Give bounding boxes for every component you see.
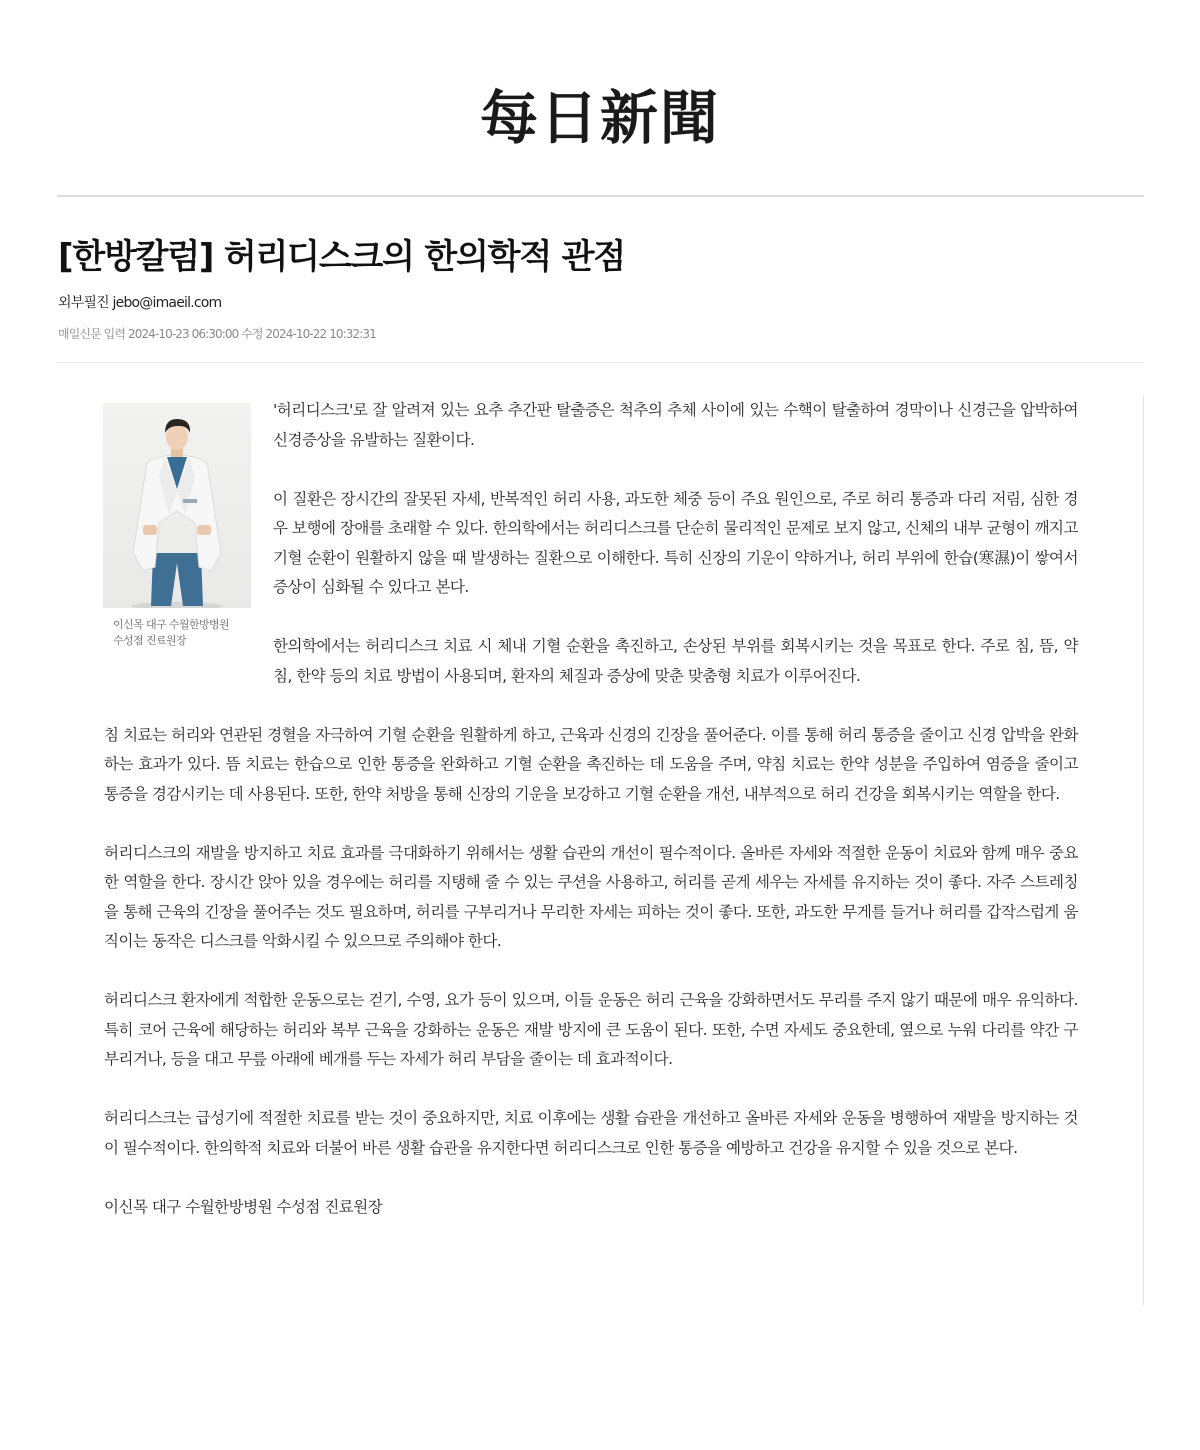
- article-paragraph: 침 치료는 허리와 연관된 경혈을 자극하여 기혈 순환을 원활하게 하고, 근육과 신경의 긴장을 풀어준다. 이를 통해 허리 통증을 줄이고 신경 압박을 완화하는 효과가 있다. 뜸 치료는 한습으로 인한 통증을 완화하고 기혈 순환을 촉진하는 데 도움을 주며, 약침 치료는 한약 성분을 주입하여 염증을 줄이고 통증을 경감시키는 데 사용된다. 또한, 한약 처방을 통해 신장의 기운을 보강하고 기혈 순환을 개선, 내부적으로 허리 건강을 회복시키는 역할을 한다.: [104, 725, 1078, 803]
- article-paragraph: 허리디스크 환자에게 적합한 운동으로는 걷기, 수영, 요가 등이 있으며, 이들 운동은 허리 근육을 강화하면서도 무리를 주지 않기 때문에 매우 유익하다. 특히 코어 근육에 해당하는 허리와 복부 근육을 강화하는 운동은 재발 방지에 큰 도움이 된다. 또한, 수면 자세도 중요한데, 옆으로 누워 다리를 약간 구부리거나, 등을 대고 무릎 아래에 베개를 두는 자세가 허리 부담을 줄이는 데 효과적이다.: [104, 991, 1078, 1068]
- newspaper-logo[interactable]: 每日新聞: [479, 84, 720, 152]
- article-paragraph: 한의학에서는 허리디스크 치료 시 체내 기혈 순환을 촉진하고, 손상된 부위를 회복시키는 것을 목표로 한다. 주로 침, 뜸, 약침, 한약 등의 치료 방법이 사용되며, 환자의 체질과 증상에 맞춘 맞춤형 치료가 이루어진다.: [273, 637, 1078, 685]
- article-headline: [한방칼럼] 허리디스크의 한의학적 관점: [58, 237, 625, 277]
- article-paragraph: 이 질환은 장시간의 잘못된 자세, 반복적인 허리 사용, 과도한 체중 등이 주요 원인으로, 주로 허리 통증과 다리 저림, 심한 경우 보행에 장애를 초래할 수 있다. 한의학에서는 허리디스크를 단순히 물리적인 문제로 보지 않고, 신체의 내부 균형이 깨지고 기혈 순환이 원활하지 않을 때 발생하는 질환으로 이해한다. 특히 신장의 기운이 약하거나, 허리 부위에 한습(寒濕)이 쌓여서 증상이 심화될 수 있다고 본다.: [273, 489, 1078, 596]
- masthead: [0, 0, 1200, 196]
- caption-line: 이신목 대구 수월한방병원: [113, 618, 230, 631]
- article-paragraph: '허리디스크'로 잘 알려져 있는 요추 추간판 탈출증은 척추의 추체 사이에 있는 수핵이 탈출하여 경막이나 신경근을 압박하여 신경증상을 유발하는 질환이다.: [273, 401, 1078, 449]
- meta-divider: [57, 362, 1144, 363]
- author-signature: 이신목 대구 수월한방병원 수성점 진료원장: [104, 1197, 383, 1216]
- caption-line: 수성점 진료원장: [113, 634, 187, 647]
- content-side-border: [1143, 395, 1144, 1305]
- article-body: [104, 396, 1078, 1252]
- header-divider: [57, 195, 1144, 197]
- article-paragraph: 허리디스크는 급성기에 적절한 치료를 받는 것이 중요하지만, 치료 이후에는 생활 습관을 개선하고 올바른 자세와 운동을 병행하여 재발을 방지하는 것이 필수적이다. 한의학적 치료와 더불어 바른 생활 습관을 유지한다면 허리디스크로 인한 통증을 예방하고 건강을 유지할 수 있을 것으로 본다.: [104, 1109, 1078, 1157]
- article-dateline: 매일신문 입력 2024-10-23 06:30:00 수정 2024-10-22 10:32:31: [58, 327, 376, 341]
- article-byline: 외부필진 jebo@imaeil.com: [58, 295, 222, 311]
- article-paragraph: 허리디스크의 재발을 방지하고 치료 효과를 극대화하기 위해서는 생활 습관의 개선이 필수적이다. 올바른 자세와 적절한 운동이 치료와 함께 매우 중요한 역할을 한다. 장시간 앉아 있을 경우에는 허리를 지탱해 줄 수 있는 쿠션을 사용하고, 허리를 곧게 세우는 자세를 유지하는 것이 좋다. 자주 스트레칭을 통해 근육의 긴장을 풀어주는 것도 필요하며, 허리를 구부리거나 무리한 자세는 피하는 것이 좋다. 또한, 과도한 무게를 들거나 허리를 갑작스럽게 움직이는 동작은 디스크를 악화시킬 수 있으므로 주의해야 한다.: [104, 843, 1078, 950]
